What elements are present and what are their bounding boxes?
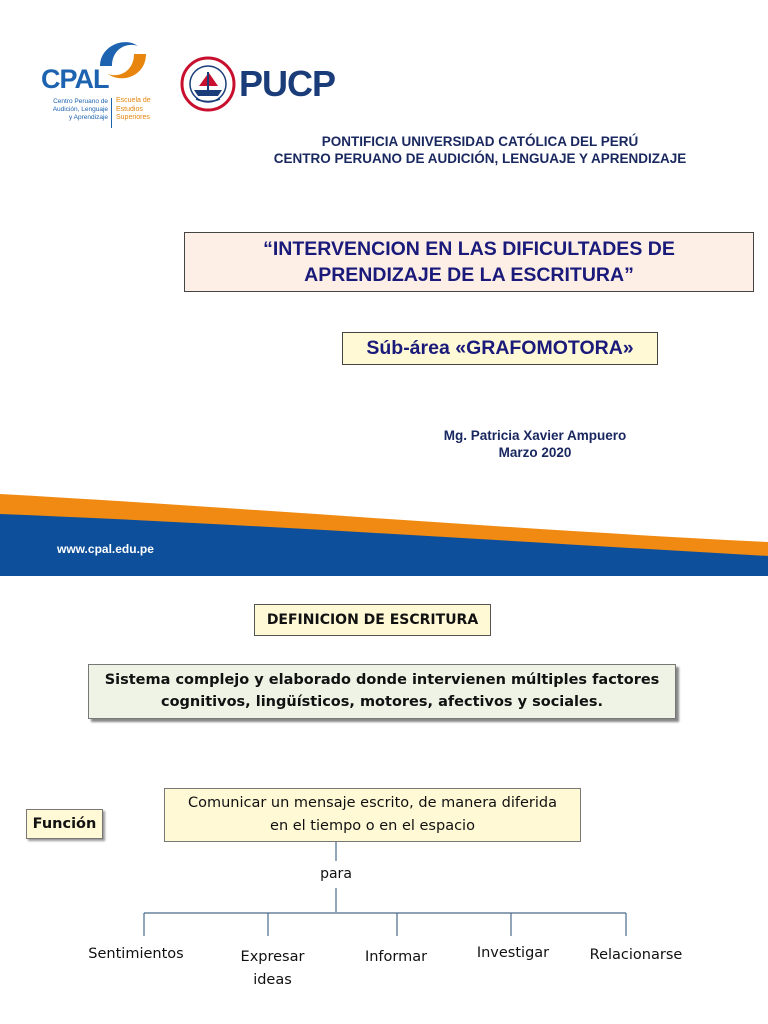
title-line: “INTERVENCION EN LAS DIFICULTADES DE <box>263 238 675 260</box>
purpose-line: ideas <box>253 972 292 988</box>
cpal-sub-right-line: Estudios <box>116 105 143 113</box>
function-line: Comunicar un mensaje escrito, de manera diferida <box>187 795 558 811</box>
purpose-investigar <box>468 942 558 965</box>
purpose-expresar-ideas <box>225 946 320 992</box>
cpal-wordmark: CPAL <box>41 64 109 94</box>
definition-title: DEFINICION DE ESCRITURA <box>254 604 491 636</box>
description-line: cognitivos, lingüísticos, motores, afectivos y sociales. <box>161 694 603 710</box>
connector-label: para <box>320 866 352 882</box>
footer-band <box>0 480 768 576</box>
function-line: en el tiempo o en el espacio <box>270 818 475 834</box>
cpal-sub-left-line: Centro Peruano de <box>53 98 108 105</box>
purpose-line: Investigar <box>476 945 550 961</box>
purpose-line: Informar <box>364 949 428 965</box>
cpal-subtitle-right <box>116 97 176 123</box>
website-link[interactable]: www.cpal.edu.pe <box>57 542 154 556</box>
title-line: APRENDIZAJE DE LA ESCRITURA” <box>304 264 634 286</box>
center-name: CENTRO PERUANO DE AUDICIÓN, LENGUAJE Y APRENDIZAJE <box>273 151 687 166</box>
cpal-sub-left-line: Audición, Lenguaje <box>52 106 108 113</box>
purpose-relacionarse <box>576 944 696 967</box>
pucp-wordmark: PUCP <box>239 63 336 104</box>
cpal-sub-right-line: Escuela de <box>116 97 151 104</box>
author-name: Mg. Patricia Xavier Ampuero <box>443 428 627 443</box>
pucp-logo <box>180 56 360 108</box>
purpose-line: Sentimientos <box>88 946 184 962</box>
purpose-sentimientos <box>80 943 192 966</box>
cpal-logo <box>38 36 168 131</box>
institution-name: PONTIFICIA UNIVERSIDAD CATÓLICA DEL PERÚ <box>321 134 639 149</box>
definition-slide <box>0 576 768 1024</box>
cpal-sub-right-line: Superiores <box>116 114 150 121</box>
pucp-seal-icon <box>180 56 236 112</box>
presentation-title <box>184 232 754 292</box>
presentation-date: Marzo 2020 <box>498 445 572 460</box>
purpose-informar <box>350 946 442 969</box>
subarea-label: Súb-área «GRAFOMOTORA» <box>342 332 658 365</box>
cpal-subtitle-left <box>42 98 108 122</box>
cpal-divider <box>111 98 112 128</box>
cpal-sub-left-line: y Aprendizaje <box>68 114 108 121</box>
purpose-line: Relacionarse <box>589 947 683 963</box>
description-line: Sistema complejo y elaborado donde intervienen múltiples factores <box>104 672 660 688</box>
purpose-line: Expresar <box>240 949 305 965</box>
function-label: Función <box>26 809 103 839</box>
